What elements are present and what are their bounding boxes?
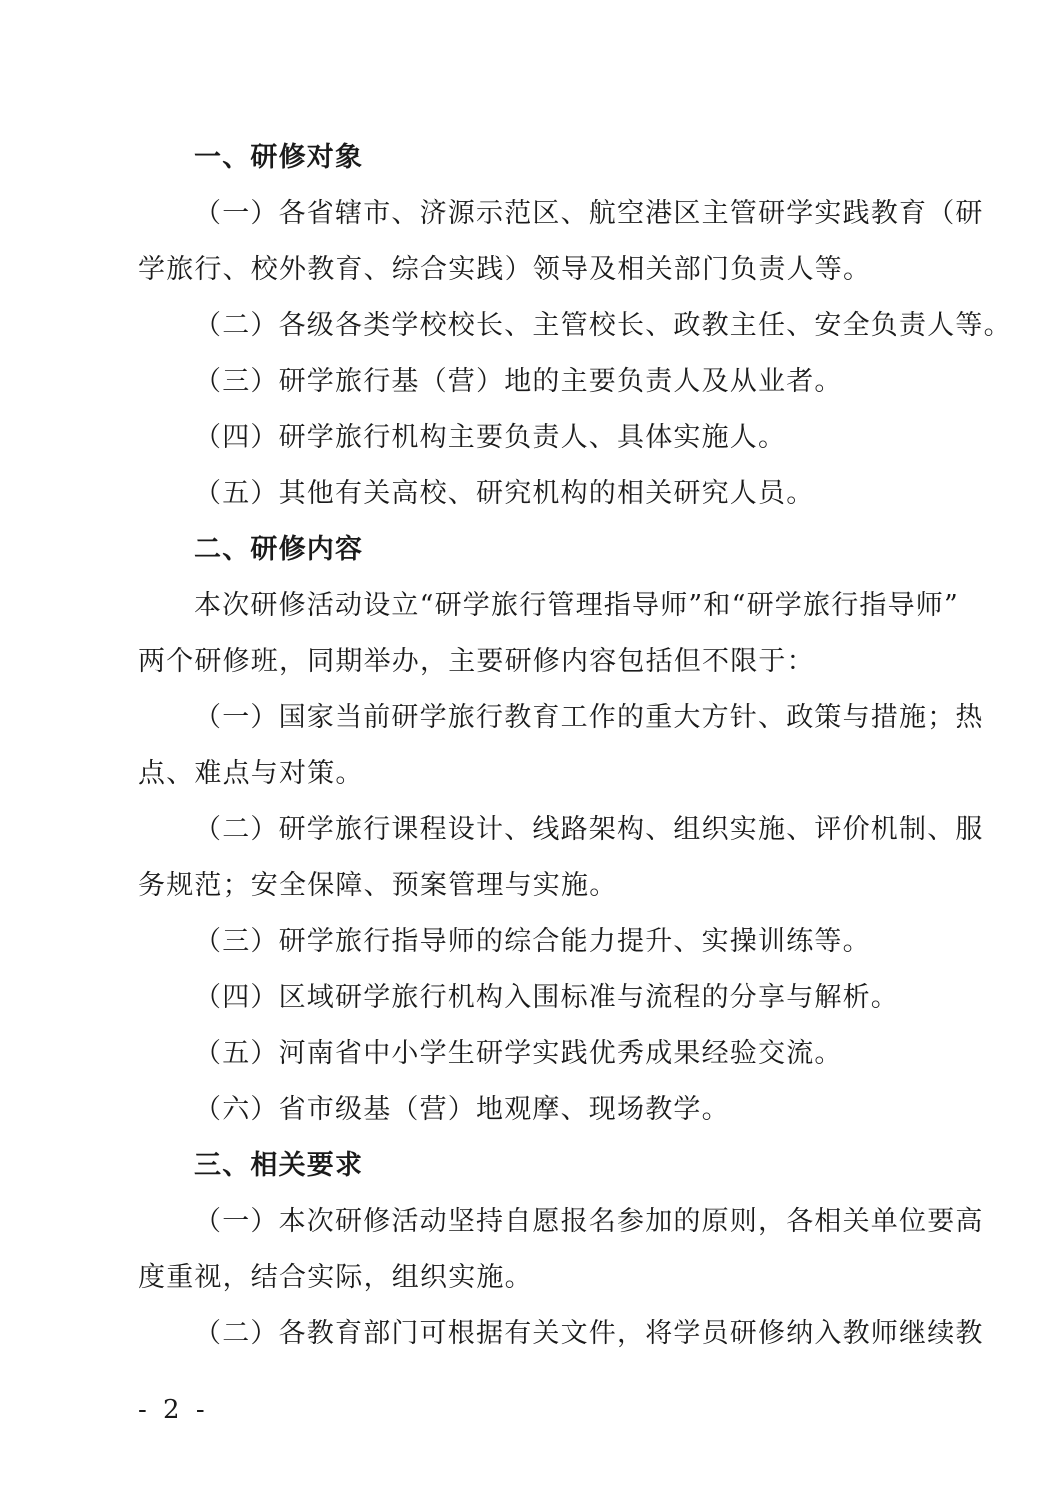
paragraph-line: （二）各级各类学校校长、主管校长、政教主任、安全负责人等。 xyxy=(194,310,1012,341)
paragraph-line: （二）各教育部门可根据有关文件，将学员研修纳入教师继续教 xyxy=(194,1318,984,1349)
paragraph-line: （一）本次研修活动坚持自愿报名参加的原则，各相关单位要高 xyxy=(194,1206,984,1237)
paragraph-line: （五）其他有关高校、研究机构的相关研究人员。 xyxy=(194,478,815,509)
paragraph-line: 两个研修班，同期举办，主要研修内容包括但不限于： xyxy=(138,646,815,677)
paragraph-line: 学旅行、校外教育、综合实践）领导及相关部门负责人等。 xyxy=(138,254,872,285)
paragraph-line: （五）河南省中小学生研学实践优秀成果经验交流。 xyxy=(194,1038,843,1069)
page-number: - 2 - xyxy=(138,1395,209,1425)
paragraph-line: 点、难点与对策。 xyxy=(138,758,364,789)
paragraph-line: 度重视，结合实际，组织实施。 xyxy=(138,1262,533,1293)
paragraph-line: （四）研学旅行机构主要负责人、具体实施人。 xyxy=(194,422,787,453)
paragraph-line: （三）研学旅行基（营）地的主要负责人及从业者。 xyxy=(194,366,843,397)
paragraph-line: （一）国家当前研学旅行教育工作的重大方针、政策与措施；热 xyxy=(194,702,984,733)
section-heading: 三、相关要求 xyxy=(194,1150,364,1181)
document-body xyxy=(138,130,1012,1362)
paragraph-line: （六）省市级基（营）地观摩、现场教学。 xyxy=(194,1094,730,1125)
paragraph-line: 本次研修活动设立“研学旅行管理指导师”和“研学旅行指导师” xyxy=(194,590,960,621)
paragraph-line: （四）区域研学旅行机构入围标准与流程的分享与解析。 xyxy=(194,982,899,1013)
paragraph-line: （一）各省辖市、济源示范区、航空港区主管研学实践教育（研 xyxy=(194,198,984,229)
paragraph-line: （二）研学旅行课程设计、线路架构、组织实施、评价机制、服 xyxy=(194,814,984,845)
paragraph-line: （三）研学旅行指导师的综合能力提升、实操训练等。 xyxy=(194,926,871,957)
section-heading: 二、研修内容 xyxy=(194,534,364,565)
section-heading: 一、研修对象 xyxy=(194,142,364,173)
paragraph-line: 务规范；安全保障、预案管理与实施。 xyxy=(138,870,618,901)
